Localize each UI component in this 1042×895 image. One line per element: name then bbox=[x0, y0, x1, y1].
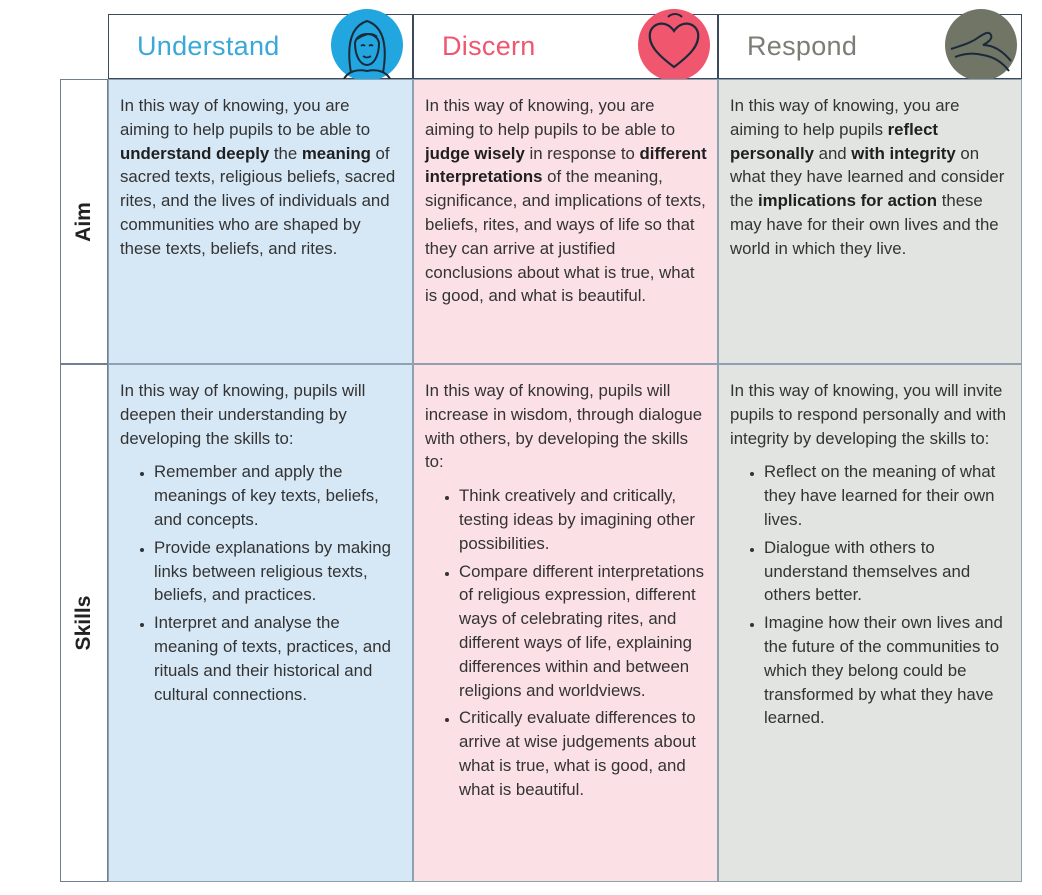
list-item: • Compare different interpretations of religious expression, different ways of celebrating rites, and different ways of life, explaining differences within and between religions and worldviews. bbox=[459, 560, 707, 703]
heart-icon bbox=[638, 9, 710, 81]
header-discern bbox=[413, 14, 718, 79]
header-respond bbox=[718, 14, 1022, 79]
row-label-aim bbox=[60, 79, 108, 364]
skills-understand-cell bbox=[108, 364, 413, 882]
skills-respond-list bbox=[730, 460, 1011, 730]
list-item: • Imagine how their own lives and the future of the communities to which they belong could be transformed by what they have learned. bbox=[764, 611, 1011, 730]
skills-respond-intro: In this way of knowing, you will invite pupils to respond personally and with integrity by developing the skills to: bbox=[730, 381, 1007, 448]
woman-face-icon bbox=[331, 9, 403, 81]
list-item: • Reflect on the meaning of what they have learned for their own lives. bbox=[764, 460, 1011, 531]
list-item: • Think creatively and critically, testing ideas by imagining other possibilities. bbox=[459, 484, 707, 555]
aim-respond-text: In this way of knowing, you are aiming to help pupils reflect personally and with integrity on what they have learned and consider the implications for action these may have for their own lives and the world in which they live. bbox=[730, 96, 1005, 258]
header-discern-title: Discern bbox=[442, 31, 536, 61]
skills-discern-intro: In this way of knowing, pupils will increase in wisdom, through dialogue with others, by developing the skills to: bbox=[425, 381, 703, 472]
skills-understand-list bbox=[120, 460, 402, 706]
hand-icon bbox=[945, 9, 1017, 81]
header-understand-title: Understand bbox=[137, 31, 280, 61]
header-understand bbox=[108, 14, 413, 79]
skills-discern-list bbox=[425, 484, 707, 801]
list-item: • Critically evaluate differences to arrive at wise judgements about what is true, what is good, and what is beautiful. bbox=[459, 706, 707, 801]
skills-understand-intro: In this way of knowing, pupils will deepen their understanding by developing the skills to: bbox=[120, 381, 366, 448]
row-label-skills-text: Skills bbox=[72, 595, 95, 651]
aim-understand-text: In this way of knowing, you are aiming to help pupils to be able to understand deeply the meaning of sacred texts, religious beliefs, sacred rites, and the lives of individuals and communities who are shaped by these texts, beliefs, and rites. bbox=[120, 96, 396, 258]
list-item: • Dialogue with others to understand themselves and others better. bbox=[764, 536, 1011, 607]
list-item: • Provide explanations by making links between religious texts, beliefs, and practices. bbox=[154, 536, 402, 607]
aim-respond-cell bbox=[718, 79, 1022, 364]
aim-discern-text: In this way of knowing, you are aiming to help pupils to be able to judge wisely in response to different interpretations of the meaning, significance, and implications of texts, beliefs, rites, and ways of life so that they can arrive at justified conclusions about what is true, what is good, and what is beautiful. bbox=[425, 96, 707, 306]
row-label-aim-text: Aim bbox=[72, 201, 95, 242]
header-respond-title: Respond bbox=[747, 31, 858, 61]
ways-of-knowing-table bbox=[60, 14, 1022, 882]
aim-discern-cell bbox=[413, 79, 718, 364]
skills-respond-cell bbox=[718, 364, 1022, 882]
skills-discern-cell bbox=[413, 364, 718, 882]
list-item: • Interpret and analyse the meaning of texts, practices, and rituals and their historical and cultural connections. bbox=[154, 611, 402, 706]
row-label-skills bbox=[60, 364, 108, 882]
list-item: • Remember and apply the meanings of key texts, beliefs, and concepts. bbox=[154, 460, 402, 531]
aim-understand-cell bbox=[108, 79, 413, 364]
